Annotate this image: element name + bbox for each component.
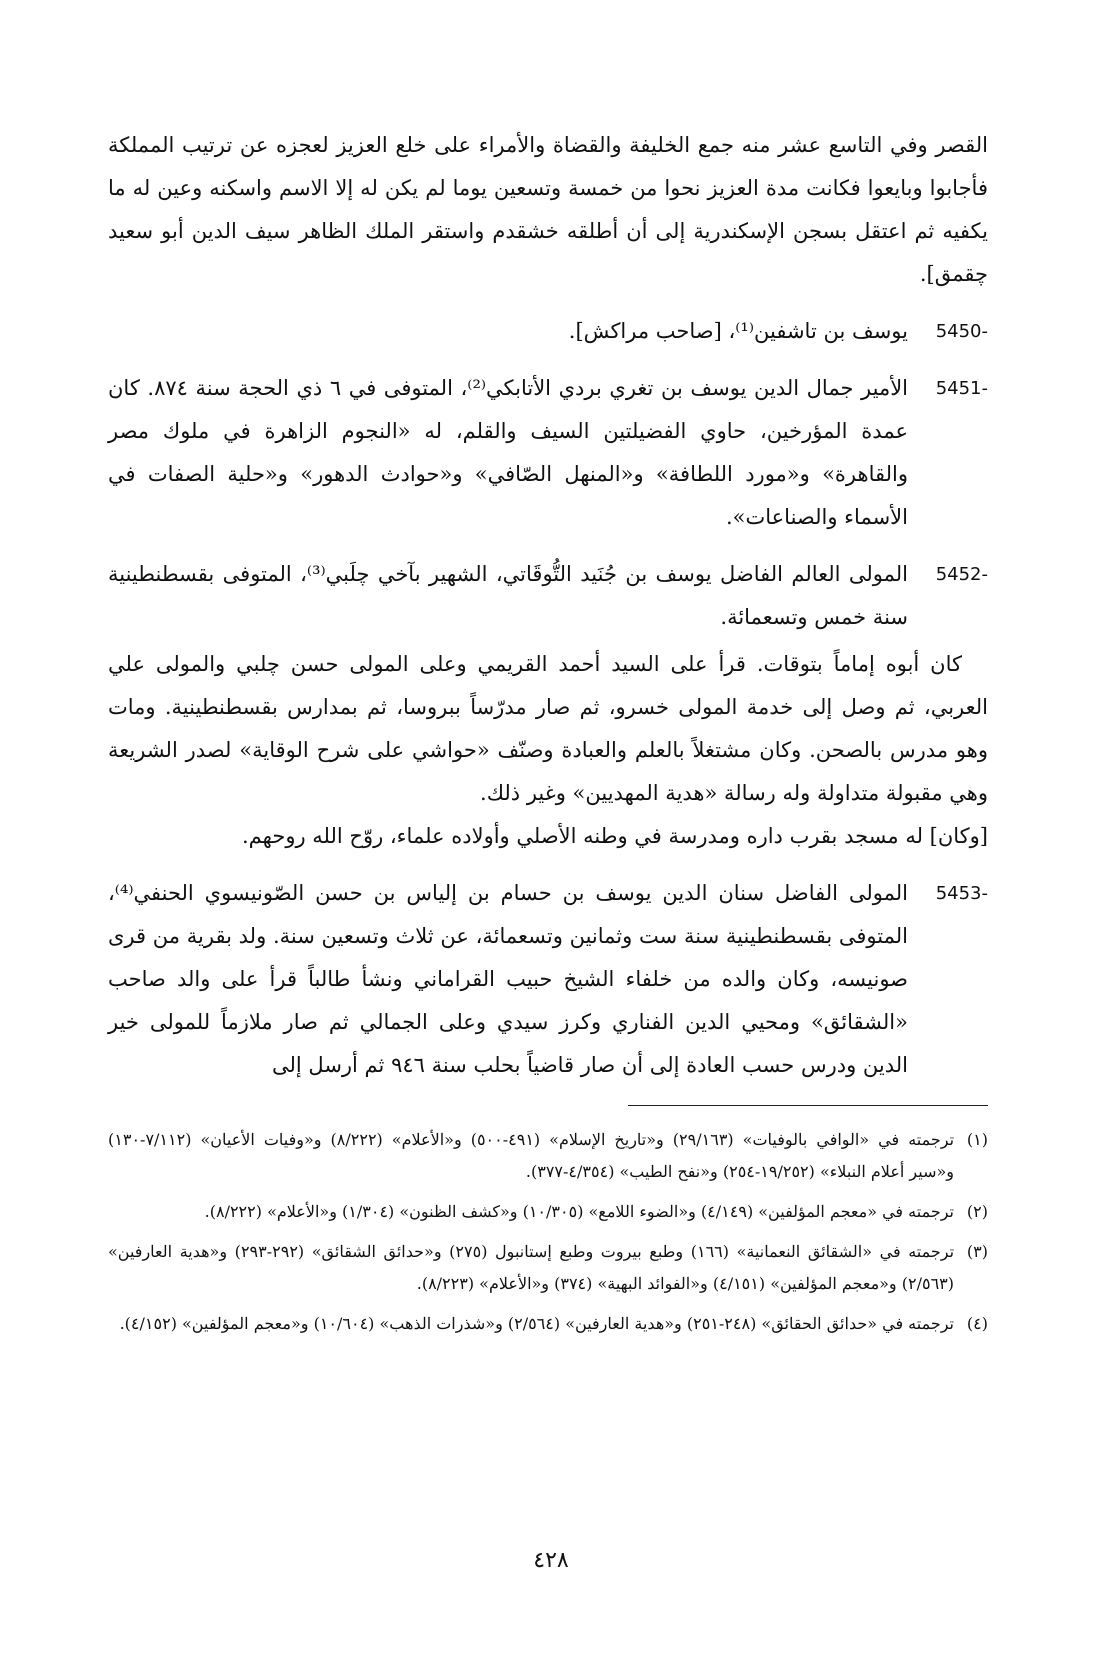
- footnote-2: [108, 1196, 988, 1228]
- entry-5450: [108, 310, 988, 353]
- entry-number: 5452-: [935, 564, 988, 585]
- entry-5453: [108, 872, 988, 1087]
- footnote-marker: (٢): [966, 1202, 988, 1221]
- footnote-marker: (٣): [966, 1242, 988, 1261]
- footnote-1: [108, 1124, 988, 1188]
- entry-paragraph: [وكان] له مسجد بقرب داره ومدرسة في وطنه الأصلي وأولاده علماء، روّح الله روحهم.: [242, 824, 988, 848]
- entry-text: المولى الفاضل سنان الدين يوسف بن حسام بن إلياس بن حسن الصّونيسوي الحنفي⁽⁴⁾، المتوفى بقسطنطينية سنة ست وثمانين وتسعمائة، عن ثلاث وتسعين سنة. ولد بقرية من قرى صونيسه، وكان والده من خلفاء الشيخ حبيب القراماني ونشأ طالباً قرأ على والد صاحب «الشقائق» ومحيي الدين الفناري وكرز سيدي وعلى الجمالي ثم صار ملازماً للمولى خير الدين ودرس حسب العادة إلى أن صار قاضياً بحلب سنة ٩٤٦ ثم أرسل إلى: [108, 881, 908, 1077]
- footnote-4: [108, 1308, 988, 1340]
- footnote-text: ترجمته في «الوافي بالوفيات» (٢٩/١٦٣) و«تاريخ الإسلام» (٤٩١-٥٠٠) و«الأعلام» (٨/٢٢٢) و«وفيات الأعيان» (٧/١١٢-١٣٠) و«سير أعلام النبلاء» (١٩/٢٥٢-٢٥٤) و«نفح الطيب» (٤/٣٥٤-٣٧٧).: [108, 1130, 955, 1181]
- footnote-text: ترجمته في «معجم المؤلفين» (٤/١٤٩) و«الضوء اللامع» (١٠/٣٠٥) و«كشف الظنون» (١/٣٠٤) و«الأعلام» (٨/٢٢٢).: [204, 1202, 954, 1221]
- footnote-text: ترجمته في «الشقائق النعمانية» (١٦٦) وطبع بيروت وطبع إستانبول (٢٧٥) و«حدائق الشقائق» (٢٩٢-٢٩٣) و«هدية العارفين» (٢/٥٦٣) و«معجم المؤلفين» (٤/١٥١) و«الفوائد البهية» (٣٧٤) و«الأعلام» (٨/٢٢٣).: [108, 1242, 955, 1293]
- footnotes: [108, 1124, 988, 1340]
- footnote-marker: (١): [966, 1130, 988, 1149]
- entry-5452: [108, 553, 988, 858]
- entry-number: 5450-: [935, 321, 988, 342]
- entry-text: المولى العالم الفاضل يوسف بن جُنَيد التُّوقَاتي، الشهير بآخي چلَبي⁽³⁾، المتوفى بقسطنطينية سنة خمس وتسعمائة.: [108, 562, 908, 629]
- footnote-text: ترجمته في «حدائق الحقائق» (٢٤٨-٢٥١) و«هدية العارفين» (٢/٥٦٤) و«شذرات الذهب» (١٠/٦٠٤) و«معجم المؤلفين» (٤/١٥٢).: [119, 1314, 954, 1333]
- footnote-divider: [628, 1105, 988, 1106]
- footnote-3: [108, 1236, 988, 1300]
- footnote-marker: (٤): [966, 1314, 988, 1333]
- continuation-paragraph: القصر وفي التاسع عشر منه جمع الخليفة والقضاة والأمراء على خلع العزيز لعجزه عن ترتيب المملكة فأجابوا وبايعوا فكانت مدة العزيز نحوا من خمسة وتسعين يوما لم يكن له إلا الاسم واسكنه وعين له ما يكفيه ثم اعتقل بسجن الإسكندرية إلى أن أطلقه خشقدم واستقر الملك الظاهر سيف الدين أبو سعيد چقمق].: [108, 133, 988, 286]
- entry-5452-body: [108, 643, 988, 858]
- entry-number: 5453-: [935, 883, 988, 904]
- entry-text: يوسف بن تاشفين⁽¹⁾، [صاحب مراكش].: [568, 319, 908, 343]
- entry-paragraph: كان أبوه إماماً بتوقات. قرأ على السيد أحمد القريمي وعلى المولى حسن چلبي والمولى علي العربي، ثم وصل إلى خدمة المولى خسرو، ثم صار مدرّساً ببروسا، ثم بمدارس بقسطنطينية. ومات وهو مدرس بالصحن. وكان مشتغلاً بالعلم والعبادة وصنّف «حواشي على شرح الوقاية» لصدر الشريعة وهي مقبولة متداولة وله رسالة «هدية المهديين» وغير ذلك.: [108, 652, 989, 805]
- page-number: ٤٢٨: [533, 1548, 569, 1573]
- main-text: [108, 124, 988, 1087]
- entry-text: الأمير جمال الدين يوسف بن تغري بردي الأتابكي⁽²⁾، المتوفى في ٦ ذي الحجة سنة ٨٧٤. كان عمدة المؤرخين، حاوي الفضيلتين السيف والقلم، له «النجوم الزاهرة في ملوك مصر والقاهرة» و«مورد اللطافة» و«المنهل الصّافي» و«حوادث الدهور» و«حلية الصفات في الأسماء والصناعات».: [108, 376, 908, 529]
- entry-number: 5451-: [935, 378, 988, 399]
- entry-5451: [108, 367, 988, 539]
